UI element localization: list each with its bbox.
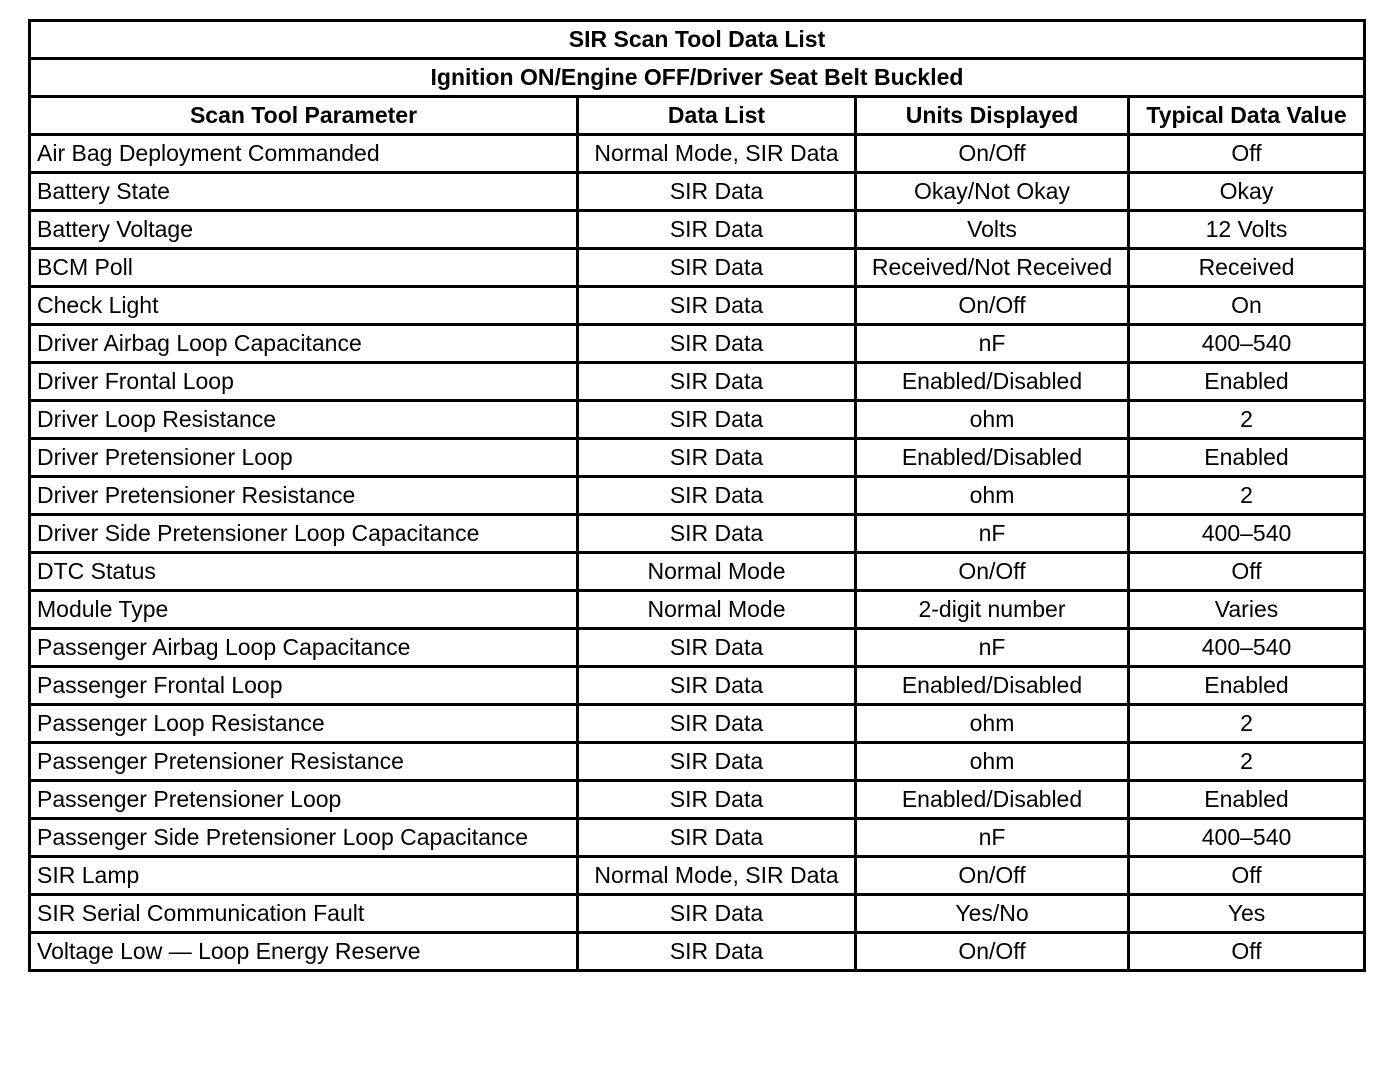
- cell-parameter: Driver Frontal Loop: [30, 363, 578, 401]
- cell-parameter: Passenger Frontal Loop: [30, 667, 578, 705]
- cell-units: Enabled/Disabled: [856, 781, 1129, 819]
- cell-typical-value: 2: [1129, 705, 1365, 743]
- table-row: [30, 819, 1365, 857]
- table-row: [30, 135, 1365, 173]
- cell-typical-value: 2: [1129, 401, 1365, 439]
- cell-typical-value: Yes: [1129, 895, 1365, 933]
- column-header-typical-value: Typical Data Value: [1129, 97, 1365, 135]
- table-row: [30, 325, 1365, 363]
- column-header-row: [30, 97, 1365, 135]
- cell-typical-value: Okay: [1129, 173, 1365, 211]
- cell-parameter: Driver Airbag Loop Capacitance: [30, 325, 578, 363]
- table-row: [30, 553, 1365, 591]
- cell-units: Okay/Not Okay: [856, 173, 1129, 211]
- cell-units: On/Off: [856, 857, 1129, 895]
- cell-units: Enabled/Disabled: [856, 439, 1129, 477]
- table-row: [30, 249, 1365, 287]
- cell-units: On/Off: [856, 933, 1129, 971]
- table-title-row: [30, 21, 1365, 59]
- cell-units: Volts: [856, 211, 1129, 249]
- cell-data-list: Normal Mode, SIR Data: [578, 857, 856, 895]
- column-header-units: Units Displayed: [856, 97, 1129, 135]
- cell-typical-value: Enabled: [1129, 781, 1365, 819]
- cell-parameter: Passenger Airbag Loop Capacitance: [30, 629, 578, 667]
- table-row: [30, 515, 1365, 553]
- cell-parameter: Passenger Side Pretensioner Loop Capacitance: [30, 819, 578, 857]
- table-row: [30, 705, 1365, 743]
- table-row: [30, 591, 1365, 629]
- cell-parameter: Driver Loop Resistance: [30, 401, 578, 439]
- table-row: [30, 363, 1365, 401]
- cell-data-list: SIR Data: [578, 933, 856, 971]
- cell-data-list: SIR Data: [578, 173, 856, 211]
- cell-units: 2-digit number: [856, 591, 1129, 629]
- cell-typical-value: Off: [1129, 135, 1365, 173]
- cell-data-list: SIR Data: [578, 819, 856, 857]
- cell-data-list: SIR Data: [578, 249, 856, 287]
- cell-units: ohm: [856, 401, 1129, 439]
- cell-parameter: Check Light: [30, 287, 578, 325]
- table-subtitle-row: [30, 59, 1365, 97]
- table-row: [30, 287, 1365, 325]
- cell-data-list: Normal Mode: [578, 591, 856, 629]
- cell-parameter: Module Type: [30, 591, 578, 629]
- cell-typical-value: Off: [1129, 933, 1365, 971]
- cell-data-list: SIR Data: [578, 439, 856, 477]
- cell-typical-value: 12 Volts: [1129, 211, 1365, 249]
- cell-parameter: Battery Voltage: [30, 211, 578, 249]
- cell-units: nF: [856, 515, 1129, 553]
- cell-data-list: Normal Mode, SIR Data: [578, 135, 856, 173]
- cell-parameter: Battery State: [30, 173, 578, 211]
- cell-units: nF: [856, 629, 1129, 667]
- cell-typical-value: 2: [1129, 743, 1365, 781]
- table-row: [30, 439, 1365, 477]
- table-row: [30, 895, 1365, 933]
- cell-data-list: SIR Data: [578, 401, 856, 439]
- cell-data-list: SIR Data: [578, 325, 856, 363]
- cell-typical-value: Enabled: [1129, 667, 1365, 705]
- cell-typical-value: 400–540: [1129, 819, 1365, 857]
- cell-units: Received/Not Received: [856, 249, 1129, 287]
- cell-typical-value: Off: [1129, 857, 1365, 895]
- cell-typical-value: 400–540: [1129, 325, 1365, 363]
- cell-parameter: SIR Lamp: [30, 857, 578, 895]
- cell-typical-value: 400–540: [1129, 629, 1365, 667]
- cell-units: On/Off: [856, 553, 1129, 591]
- cell-typical-value: 400–540: [1129, 515, 1365, 553]
- cell-parameter: Passenger Loop Resistance: [30, 705, 578, 743]
- table-row: [30, 173, 1365, 211]
- cell-parameter: Voltage Low — Loop Energy Reserve: [30, 933, 578, 971]
- cell-data-list: Normal Mode: [578, 553, 856, 591]
- column-header-parameter: Scan Tool Parameter: [30, 97, 578, 135]
- cell-typical-value: 2: [1129, 477, 1365, 515]
- cell-typical-value: Received: [1129, 249, 1365, 287]
- cell-parameter: BCM Poll: [30, 249, 578, 287]
- cell-data-list: SIR Data: [578, 477, 856, 515]
- cell-data-list: SIR Data: [578, 363, 856, 401]
- cell-typical-value: Off: [1129, 553, 1365, 591]
- table-row: [30, 477, 1365, 515]
- table-row: [30, 667, 1365, 705]
- table-row: [30, 629, 1365, 667]
- cell-data-list: SIR Data: [578, 667, 856, 705]
- table-body: [30, 135, 1365, 971]
- cell-data-list: SIR Data: [578, 211, 856, 249]
- cell-typical-value: Enabled: [1129, 363, 1365, 401]
- cell-units: nF: [856, 325, 1129, 363]
- cell-parameter: Driver Pretensioner Resistance: [30, 477, 578, 515]
- cell-units: ohm: [856, 477, 1129, 515]
- table-row: [30, 781, 1365, 819]
- table-row: [30, 743, 1365, 781]
- cell-units: ohm: [856, 743, 1129, 781]
- cell-units: ohm: [856, 705, 1129, 743]
- sir-data-table: [28, 19, 1366, 972]
- cell-typical-value: On: [1129, 287, 1365, 325]
- column-header-data-list: Data List: [578, 97, 856, 135]
- cell-units: Yes/No: [856, 895, 1129, 933]
- cell-parameter: Driver Side Pretensioner Loop Capacitance: [30, 515, 578, 553]
- cell-units: On/Off: [856, 287, 1129, 325]
- table-subtitle: Ignition ON/Engine OFF/Driver Seat Belt Buckled: [30, 59, 1365, 97]
- cell-units: On/Off: [856, 135, 1129, 173]
- cell-data-list: SIR Data: [578, 743, 856, 781]
- table-row: [30, 401, 1365, 439]
- cell-parameter: Passenger Pretensioner Resistance: [30, 743, 578, 781]
- table-title: SIR Scan Tool Data List: [30, 21, 1365, 59]
- table-row: [30, 211, 1365, 249]
- cell-data-list: SIR Data: [578, 705, 856, 743]
- cell-data-list: SIR Data: [578, 781, 856, 819]
- table-row: [30, 933, 1365, 971]
- cell-units: Enabled/Disabled: [856, 363, 1129, 401]
- cell-parameter: DTC Status: [30, 553, 578, 591]
- cell-parameter: Air Bag Deployment Commanded: [30, 135, 578, 173]
- cell-typical-value: Enabled: [1129, 439, 1365, 477]
- cell-typical-value: Varies: [1129, 591, 1365, 629]
- cell-units: Enabled/Disabled: [856, 667, 1129, 705]
- cell-parameter: Passenger Pretensioner Loop: [30, 781, 578, 819]
- cell-data-list: SIR Data: [578, 287, 856, 325]
- cell-data-list: SIR Data: [578, 629, 856, 667]
- table-row: [30, 857, 1365, 895]
- cell-data-list: SIR Data: [578, 895, 856, 933]
- cell-parameter: SIR Serial Communication Fault: [30, 895, 578, 933]
- cell-parameter: Driver Pretensioner Loop: [30, 439, 578, 477]
- cell-units: nF: [856, 819, 1129, 857]
- cell-data-list: SIR Data: [578, 515, 856, 553]
